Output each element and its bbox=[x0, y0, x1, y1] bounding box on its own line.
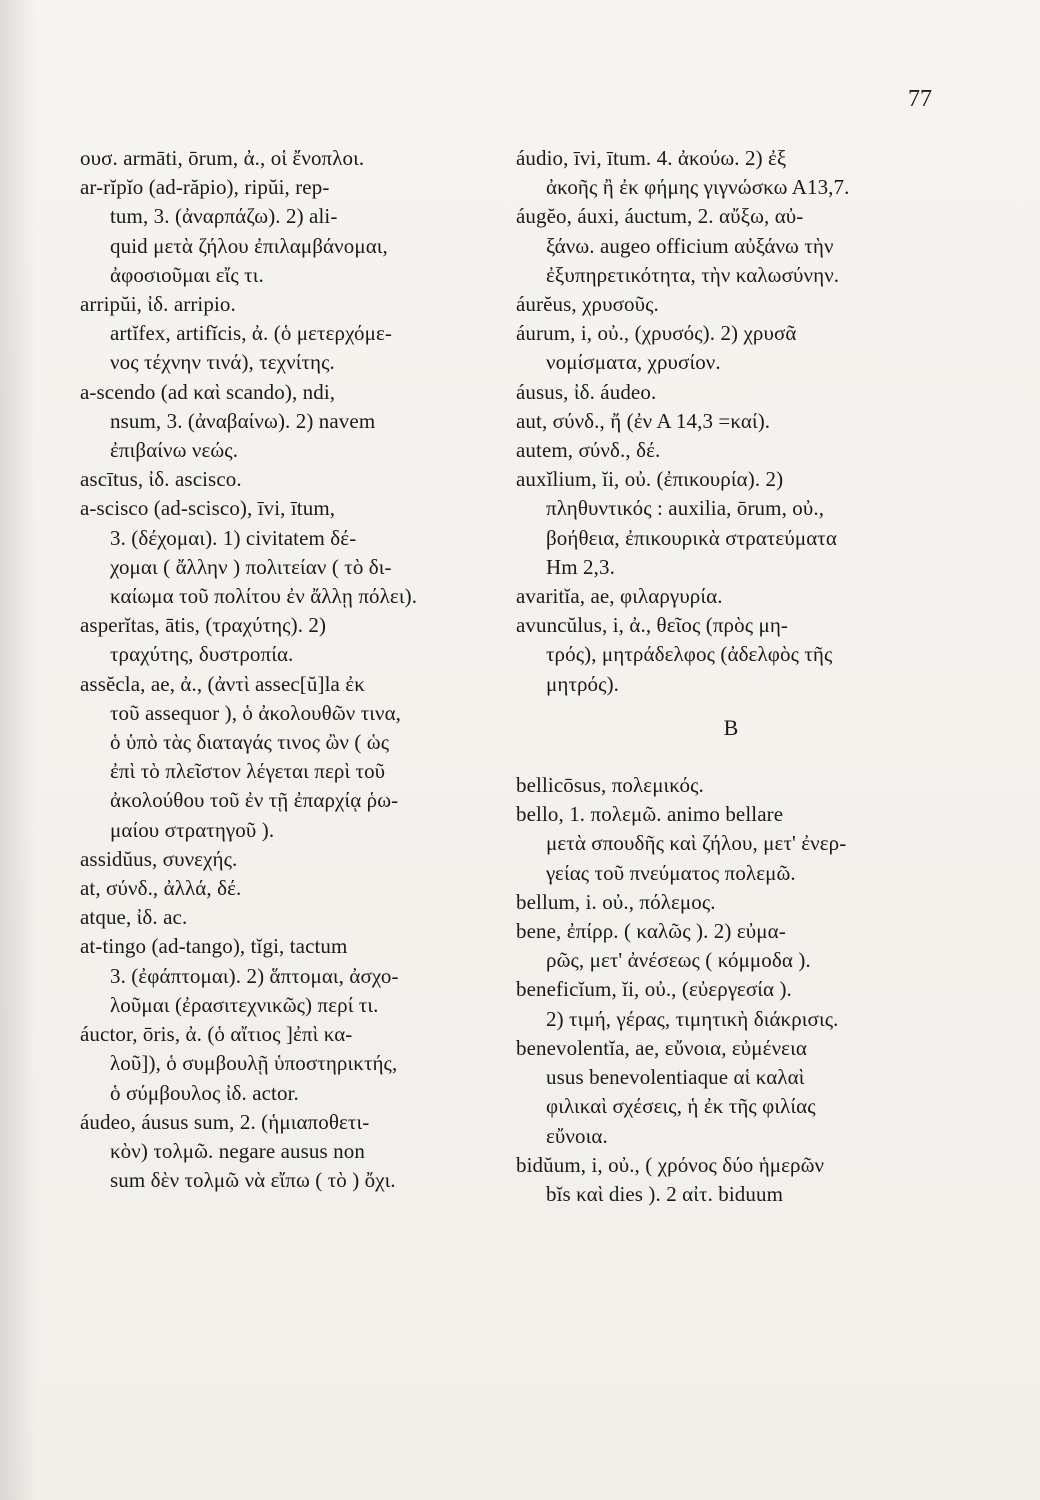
dictionary-line: λοῦ]), ὁ συμβουλῇ ὑποστηρικτής, bbox=[110, 1051, 398, 1076]
dictionary-line: bellum, i. οὐ., πόλεμος. bbox=[516, 889, 716, 914]
right-column-bottom bbox=[516, 771, 946, 1209]
dictionary-line: κὸν) τολμῶ. negare ausus non bbox=[110, 1138, 365, 1163]
dictionary-line: 3. (ἐφάπτομαι). 2) ἅπτομαι, ἀσχο- bbox=[110, 963, 399, 988]
dictionary-line: beneficĭum, ĭi, οὐ., (εὐεργεσία ). bbox=[516, 977, 792, 1002]
dictionary-line: βοήθεια, ἐπικουρικὰ στρατεύματα bbox=[546, 525, 837, 550]
dictionary-line: τραχύτης, δυστροπία. bbox=[110, 642, 294, 667]
dictionary-line: at, σύνδ., ἀλλά, δέ. bbox=[80, 876, 242, 901]
dictionary-line: νος τέχνην τινά), τεχνίτης. bbox=[110, 350, 335, 375]
dictionary-line: ἐπὶ τὸ πλεῖστον λέγεται περὶ τοῦ bbox=[110, 759, 386, 784]
dictionary-line: a-scendo (ad καὶ scando), ndi, bbox=[80, 379, 336, 404]
dictionary-line: τρός), μητράδελφος (ἀδελφὸς τῆς bbox=[546, 642, 833, 667]
dictionary-line: γείας τοῦ πνεύματος πολεμῶ. bbox=[546, 860, 796, 885]
dictionary-line: at-tingo (ad-tango), tĭgi, tactum bbox=[80, 934, 348, 959]
dictionary-line: avuncŭlus, i, ἀ., θεῖος (πρὸς μη- bbox=[516, 613, 789, 638]
dictionary-line: áuctor, ōris, ἀ. (ὁ αἴτιος ]ἐπὶ κα- bbox=[80, 1022, 353, 1047]
section-letter: B bbox=[723, 714, 739, 740]
dictionary-line: ουσ. armāti, ōrum, ἀ., οἱ ἔνοπλοι. bbox=[80, 146, 365, 170]
dictionary-line: ascītus, ἰδ. ascisco. bbox=[80, 467, 242, 492]
dictionary-line: νομίσματα, χρυσίον. bbox=[546, 350, 721, 375]
dictionary-line: χομαι ( ἄλλην ) πολιτείαν ( τὸ δι- bbox=[110, 554, 392, 579]
dictionary-line: πληθυντικός : auxilia, ōrum, οὐ., bbox=[546, 496, 825, 521]
dictionary-line: bĭs καὶ dies ). 2 αἰτ. biduum bbox=[546, 1181, 784, 1206]
dictionary-line: áurum, i, οὐ., (χρυσός). 2) χρυσᾶ bbox=[516, 321, 797, 346]
dictionary-line: ὁ σύμβουλος ἰδ. actor. bbox=[110, 1080, 299, 1105]
dictionary-line: ἀκοῆς ἢ ἐκ φήμης γιγνώσκω Α13,7. bbox=[546, 175, 850, 200]
dictionary-line: benevolentĭa, ae, εὔνοια, εὐμένεια bbox=[516, 1035, 807, 1060]
dictionary-line: áusus, ἰδ. áudeo. bbox=[516, 379, 657, 404]
dictionary-line: τοῦ assequor ), ὁ ἀκολουθῶν τινα, bbox=[110, 700, 402, 725]
dictionary-line: bellicōsus, πολεμικός. bbox=[516, 773, 704, 798]
dictionary-line: bene, ἐπίρρ. ( καλῶς ). 2) εὐμα- bbox=[516, 919, 786, 944]
dictionary-line: quid μετὰ ζήλου ἐπιλαμβάνομαι, bbox=[110, 233, 388, 258]
dictionary-line: artĭfex, artifĭcis, ἀ. (ὁ μετερχόμε- bbox=[110, 321, 393, 346]
dictionary-line: áudeo, áusus sum, 2. (ἡμιαποθετι- bbox=[80, 1109, 370, 1134]
left-column bbox=[80, 144, 500, 1195]
dictionary-line: ξάνω. augeo officium αὐξάνω τὴν bbox=[546, 233, 834, 258]
dictionary-line: a-scisco (ad-scisco), īvi, ītum, bbox=[80, 496, 336, 521]
dictionary-line: atque, ἰδ. ac. bbox=[80, 905, 188, 930]
dictionary-line: bidŭum, i, οὐ., ( χρόνος δύο ἡμερῶν bbox=[516, 1152, 825, 1177]
dictionary-line: avaritĭa, ae, φιλαργυρία. bbox=[516, 584, 723, 609]
dictionary-line: tum, 3. (ἀναρπάζω). 2) ali- bbox=[110, 204, 338, 229]
dictionary-line: nsum, 3. (ἀναβαίνω). 2) navem bbox=[110, 408, 376, 433]
dictionary-line: ἐξυπηρετικότητα, τὴν καλωσύνην. bbox=[546, 262, 840, 287]
dictionary-line: Hm 2,3. bbox=[546, 554, 615, 579]
dictionary-line: ar-rĭpĭo (ad-răpio), ripŭi, rep- bbox=[80, 175, 330, 200]
dictionary-line: 2) τιμή, γέρας, τιμητικὴ διάκρισις. bbox=[546, 1006, 839, 1031]
binding-shadow bbox=[0, 0, 36, 1500]
dictionary-line: usus benevolentiaque αἱ καλαὶ bbox=[546, 1065, 805, 1090]
right-column bbox=[516, 144, 946, 1209]
dictionary-line: μαίου στρατηγοῦ ). bbox=[110, 817, 275, 842]
page-number: 77 bbox=[908, 86, 932, 112]
dictionary-line: ἀκολούθου τοῦ ἐν τῇ ἐπαρχίᾳ ῥω- bbox=[110, 788, 399, 813]
dictionary-line: áudio, īvi, ītum. 4. ἀκούω. 2) ἐξ bbox=[516, 146, 787, 170]
dictionary-line: ὁ ὑπὸ τὰς διαταγάς τινος ὢν ( ὡς bbox=[110, 730, 390, 755]
dictionary-line: 3. (δέχομαι). 1) civitatem δέ- bbox=[110, 525, 357, 550]
dictionary-line: μετὰ σπουδῆς καὶ ζήλου, μετ' ἐνερ- bbox=[546, 831, 847, 856]
dictionary-line: ρῶς, μετ' ἀνέσεως ( κόμμοδα ). bbox=[546, 948, 811, 973]
dictionary-line: auxĭlium, ĭi, οὐ. (ἐπικουρία). 2) bbox=[516, 467, 784, 492]
dictionary-line: εὔνοια. bbox=[546, 1123, 608, 1148]
dictionary-line: μητρός). bbox=[546, 671, 620, 696]
dictionary-line: bello, 1. πολεμῶ. animo bellare bbox=[516, 802, 784, 827]
dictionary-line: autem, σύνδ., δέ. bbox=[516, 438, 661, 463]
dictionary-line: φιλικαὶ σχέσεις, ἡ ἐκ τῆς φιλίας bbox=[546, 1094, 816, 1119]
dictionary-line: asperĭtas, ātis, (τραχύτης). 2) bbox=[80, 613, 327, 638]
dictionary-line: λοῦμαι (ἐρασιτεχνικῶς) περί τι. bbox=[110, 992, 379, 1017]
dictionary-line: assidŭus, συνεχής. bbox=[80, 846, 238, 871]
dictionary-line: assĕcla, ae, ἀ., (ἀντὶ assec[ŭ]la ἐκ bbox=[80, 671, 365, 696]
dictionary-line: aut, σύνδ., ἤ (ἐν Α 14,3 =καί). bbox=[516, 408, 771, 433]
dictionary-line: arripŭi, ἰδ. arripio. bbox=[80, 292, 236, 317]
dictionary-line: áurĕus, χρυσοῦς. bbox=[516, 292, 659, 317]
right-column-top bbox=[516, 144, 946, 699]
dictionary-line: ἐπιβαίνω νεώς. bbox=[110, 438, 239, 463]
dictionary-line: ἀφοσιοῦμαι εἴς τι. bbox=[110, 262, 264, 287]
dictionary-line: áugĕo, áuxi, áuctum, 2. αὔξω, αὐ- bbox=[516, 204, 804, 229]
dictionary-line: καίωμα τοῦ πολίτου ἐν ἄλλῃ πόλει). bbox=[110, 584, 418, 609]
dictionary-line: sum δὲν τολμῶ νὰ εἴπω ( τὸ ) ὄχι. bbox=[110, 1168, 396, 1193]
